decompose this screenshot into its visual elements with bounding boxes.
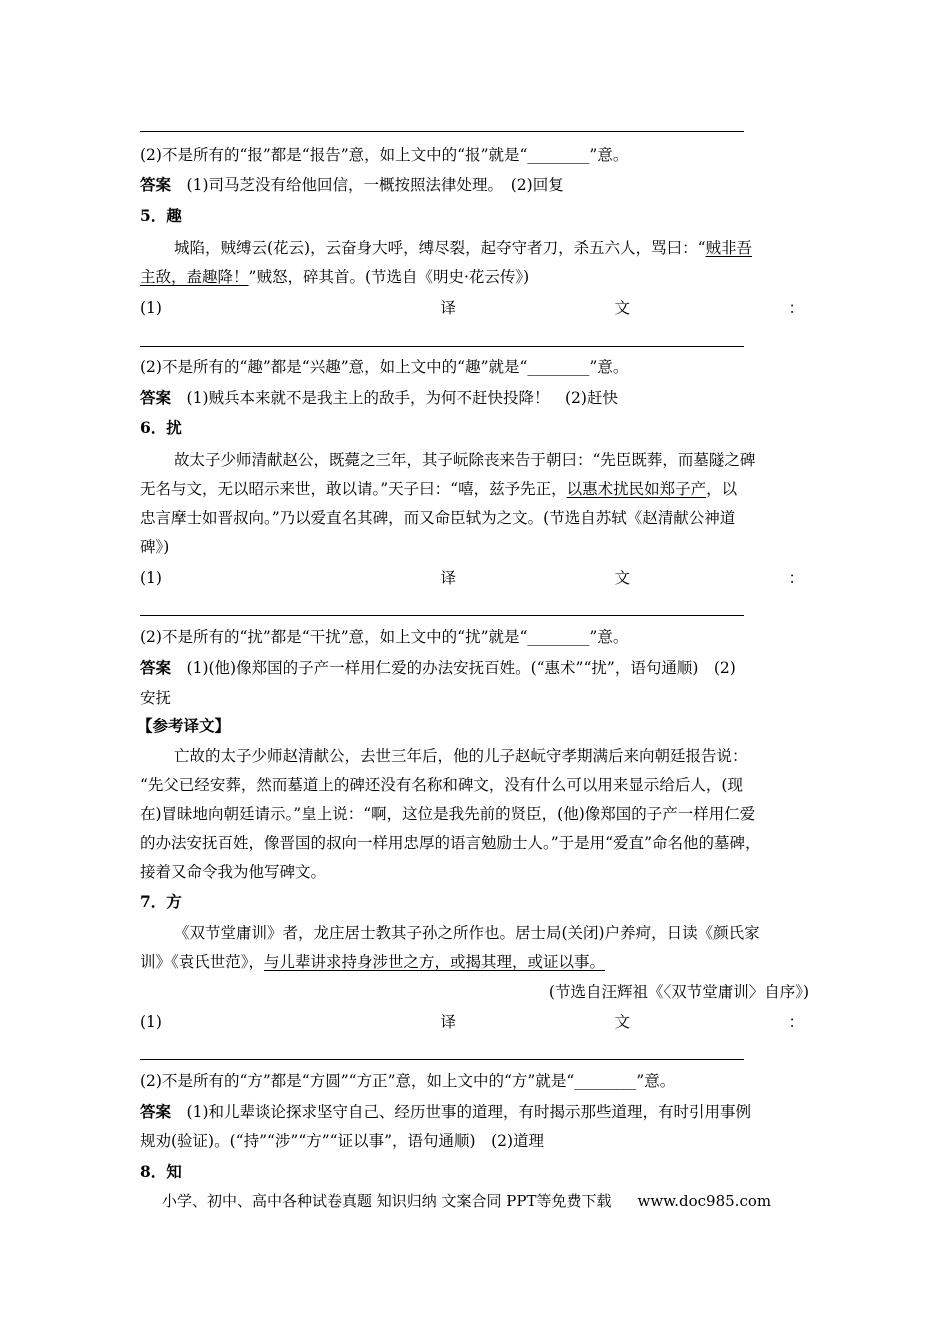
reference-line: 的办法安抚百姓，像晋国的叔向一样用忠厚的语言勉励士人。”于是用“爱直”命名他的墓碑， bbox=[140, 834, 761, 852]
answer-line bbox=[140, 131, 744, 132]
answer-line bbox=[140, 1059, 744, 1060]
answer-continued: 规劝(验证)。(“持”“涉”“方”“证以事”，语句通顺) (2)道理 bbox=[140, 1132, 545, 1150]
underlined-text: 以惠术扰民如郑子产 bbox=[566, 480, 707, 498]
passage-line: 忠言摩士如晋叔向。”乃以爱直名其碑，而又命臣轼为之文。(节选自苏轼《赵清献公神道 bbox=[140, 509, 736, 527]
passage-text: 城陷，贼缚云(花云)，云奋身大呼，缚尽裂，起夺守者刀，杀五六人，骂曰：“ bbox=[174, 239, 706, 257]
answer-text: (1)司马芝没有给他回信，一概按照法律处理。 (2)回复 bbox=[186, 176, 564, 194]
answer-label: 答案 bbox=[140, 175, 172, 194]
section-title: 8．知 bbox=[140, 1162, 182, 1181]
prompt-word: 译 bbox=[440, 299, 456, 317]
passage-line bbox=[140, 478, 737, 500]
passage-line: 碑》) bbox=[140, 538, 170, 556]
answer-line bbox=[140, 615, 744, 616]
footer-text: 小学、初中、高中各种试卷真题 知识归纳 文案合同 PPT等免费下载 bbox=[162, 1192, 612, 1210]
underlined-text: 贼非吾 bbox=[705, 239, 753, 257]
prompt-number: (1) bbox=[140, 299, 162, 317]
underlined-text: 与儿辈讲求持身涉世之方，或揭其理，或证以事。 bbox=[264, 953, 606, 971]
passage-source: (节选自汪辉祖《〈双节堂庸训〉自序》) bbox=[548, 983, 809, 1001]
question-2: (2)不是所有的“趣”都是“兴趣”意，如上文中的“趣”就是“________”意。 bbox=[140, 358, 629, 376]
answer-label: 答案 bbox=[140, 1102, 172, 1121]
answer-label: 答案 bbox=[140, 388, 172, 407]
translate-prompt bbox=[140, 297, 804, 319]
prompt-number: (1) bbox=[140, 1013, 162, 1031]
footer-site: www.doc985.com bbox=[637, 1192, 772, 1210]
prompt-colon: ： bbox=[788, 1013, 804, 1031]
answer-row bbox=[140, 174, 564, 196]
passage-line bbox=[140, 266, 529, 288]
answer-row bbox=[140, 657, 736, 679]
prompt-colon: ： bbox=[788, 299, 804, 317]
answer-row bbox=[140, 387, 618, 409]
prompt-word: 译 bbox=[440, 1013, 456, 1031]
passage-text: ”贼怒，碎其首。(节选自《明史·花云传》) bbox=[248, 268, 530, 286]
prompt-word: 文 bbox=[614, 299, 630, 317]
passage-line bbox=[174, 237, 752, 259]
page-footer bbox=[162, 1190, 771, 1212]
answer-text: (1)贼兵本来就不是我主上的敌手，为何不赶快投降！ (2)赶快 bbox=[186, 389, 618, 407]
passage-text: ，以 bbox=[706, 480, 738, 498]
section-title: 6．扰 bbox=[140, 418, 182, 437]
reference-line: 接着又命令我为他写碑文。 bbox=[140, 863, 327, 881]
section-title: 5．趣 bbox=[140, 206, 182, 225]
question-2: (2)不是所有的“扰”都是“干扰”意，如上文中的“扰”就是“________”意。 bbox=[140, 628, 629, 646]
question-2: (2)不是所有的“方”都是“方圆”“方正”意，如上文中的“方”就是“________”意。 bbox=[140, 1072, 676, 1090]
passage-line: 故太子少师清献赵公，既薨之三年，其子岏除丧来告于朝曰：“先臣既葬，而墓隧之碑 bbox=[174, 451, 756, 469]
passage-text: 无名与文，无以昭示来世，敢以请。”天子曰：“嘻，兹予先正， bbox=[140, 480, 567, 498]
translate-prompt bbox=[140, 1011, 804, 1033]
prompt-word: 文 bbox=[614, 569, 630, 587]
prompt-colon: ： bbox=[788, 569, 804, 587]
question-2: (2)不是所有的“报”都是“报告”意，如上文中的“报”就是“________”意。 bbox=[140, 146, 629, 164]
answer-text: (1)和儿辈谈论探求坚守自己、经历世事的道理，有时揭示那些道理，有时引用事例 bbox=[186, 1103, 751, 1121]
reference-line: 在)冒昧地向朝廷请示。”皇上说：“啊，这位是我先前的贤臣，(他)像郑国的子产一样用仁爱 bbox=[140, 805, 756, 823]
reference-line: “先父已经安葬，然而墓道上的碑还没有名称和碑文，没有什么可以用来显示给后人，(现 bbox=[140, 776, 743, 794]
reference-title: 【参考译文】 bbox=[137, 716, 231, 735]
prompt-word: 译 bbox=[440, 569, 456, 587]
section-title: 7．方 bbox=[140, 892, 182, 911]
passage-text: 训》《袁氏世范》， bbox=[140, 953, 265, 971]
answer-line bbox=[140, 346, 744, 347]
answer-row bbox=[140, 1101, 751, 1123]
passage-line bbox=[140, 951, 605, 973]
answer-continued: 安抚 bbox=[140, 689, 172, 707]
answer-text: (1)(他)像郑国的子产一样用仁爱的办法安抚百姓。(“惠术”“扰”，语句通顺) (2) bbox=[186, 659, 736, 677]
answer-label: 答案 bbox=[140, 658, 172, 677]
reference-line: 亡故的太子少师赵清献公，去世三年后，他的儿子赵岏守孝期满后来向朝廷报告说： bbox=[174, 747, 748, 765]
underlined-text: 主敌，盍趣降！ bbox=[140, 268, 249, 286]
prompt-word: 文 bbox=[614, 1013, 630, 1031]
prompt-number: (1) bbox=[140, 569, 162, 587]
passage-line: 《双节堂庸训》者，龙庄居士教其子孙之所作也。居士局(关闭)户养疴，日读《颜氏家 bbox=[174, 924, 760, 942]
translate-prompt bbox=[140, 567, 804, 589]
